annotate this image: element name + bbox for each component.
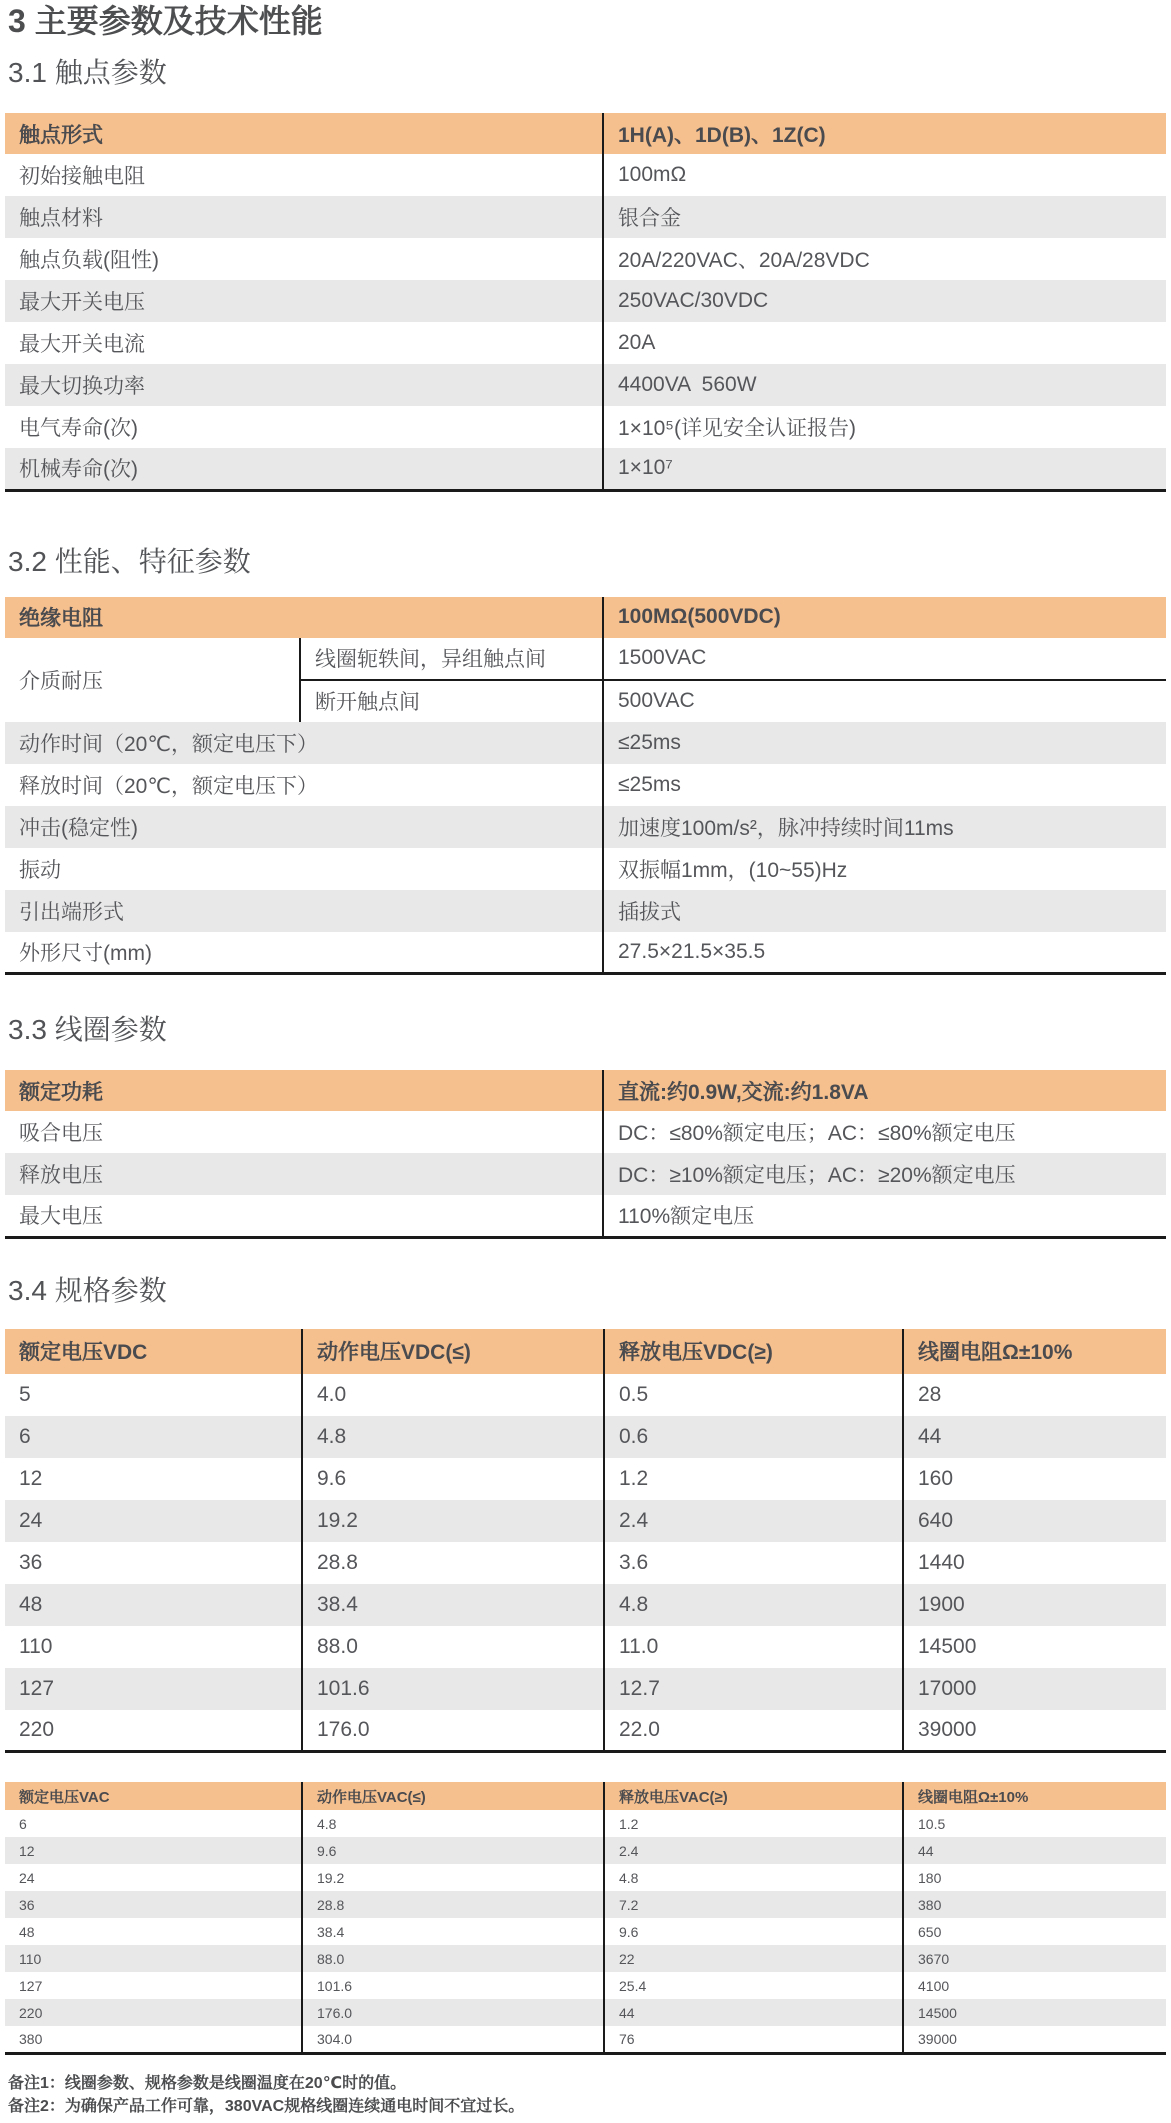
cell: 17000 (903, 1668, 1166, 1710)
header-value: 100MΩ(500VDC) (603, 597, 1166, 638)
cell: 3.6 (604, 1542, 903, 1584)
row-value: 1×10⁵(详见安全认证报告) (603, 406, 1166, 448)
cell: 88.0 (302, 1945, 604, 1972)
table-row (5, 1195, 1166, 1237)
table-row (5, 406, 1166, 448)
row-value: 双振幅1mm，(10~55)Hz (603, 848, 1166, 890)
table-row (5, 1864, 1166, 1891)
row-sublabel: 线圈轭轶间，异组触点间 (300, 638, 603, 680)
cell: 48 (5, 1584, 302, 1626)
table-row (5, 238, 1166, 280)
table-row (5, 1710, 1166, 1752)
table-row (5, 322, 1166, 364)
cell: 39000 (903, 1710, 1166, 1752)
section-heading-3-3: 3.3 线圈参数 (8, 1014, 167, 1045)
row-label: 触点材料 (5, 196, 603, 238)
row-label: 最大切换功率 (5, 364, 603, 406)
table-header-row (5, 1329, 1166, 1374)
row-label: 最大开关电压 (5, 280, 603, 322)
cell: 19.2 (302, 1864, 604, 1891)
table-row (5, 848, 1166, 890)
cell: 2.4 (604, 1500, 903, 1542)
cell: 28 (903, 1374, 1166, 1416)
column-header: 额定电压VAC (5, 1782, 302, 1810)
table-row (5, 1945, 1166, 1972)
row-label: 释放电压 (5, 1153, 603, 1195)
section-heading-3-2: 3.2 性能、特征参数 (8, 545, 251, 577)
cell: 12 (5, 1837, 302, 1864)
cell: 38.4 (302, 1584, 604, 1626)
header-label: 触点形式 (5, 113, 603, 154)
table-row (5, 1668, 1166, 1710)
table-row (5, 1416, 1166, 1458)
cell: 180 (903, 1864, 1166, 1891)
table-row (5, 932, 1166, 974)
cell: 650 (903, 1918, 1166, 1945)
cell: 14500 (903, 1999, 1166, 2026)
table-row (5, 890, 1166, 932)
cell: 9.6 (302, 1837, 604, 1864)
row-value: DC：≥10%额定电压；AC：≥20%额定电压 (603, 1153, 1166, 1195)
row-value: 100mΩ (603, 154, 1166, 196)
row-label: 吸合电压 (5, 1111, 603, 1153)
row-label: 振动 (5, 848, 603, 890)
row-label-dielectric: 介质耐压 (5, 638, 300, 722)
cell: 110 (5, 1626, 302, 1668)
cell: 12.7 (604, 1668, 903, 1710)
cell: 127 (5, 1972, 302, 1999)
footnotes (5, 2072, 1166, 2118)
cell: 176.0 (302, 1710, 604, 1752)
table-row (5, 1584, 1166, 1626)
row-label: 引出端形式 (5, 890, 603, 932)
row-label: 机械寿命(次) (5, 448, 603, 490)
cell: 28.8 (302, 1542, 604, 1584)
cell: 44 (604, 1999, 903, 2026)
cell: 1440 (903, 1542, 1166, 1584)
row-value: ≤25ms (603, 764, 1166, 806)
cell: 36 (5, 1891, 302, 1918)
row-value: 插拔式 (603, 890, 1166, 932)
cell: 0.6 (604, 1416, 903, 1458)
cell: 4.0 (302, 1374, 604, 1416)
cell: 11.0 (604, 1626, 903, 1668)
cell: 380 (903, 1891, 1166, 1918)
table-row (5, 364, 1166, 406)
performance-parameters-table (5, 597, 1166, 976)
table-row (5, 1837, 1166, 1864)
table-row (5, 1111, 1166, 1153)
table-row (5, 1374, 1166, 1416)
table-row (5, 722, 1166, 764)
table-row (5, 1810, 1166, 1837)
table-row (5, 1542, 1166, 1584)
cell: 101.6 (302, 1668, 604, 1710)
cell: 6 (5, 1416, 302, 1458)
row-value: 20A/220VAC、20A/28VDC (603, 238, 1166, 280)
row-label: 外形尺寸(mm) (5, 932, 603, 974)
column-header: 线圈电阻Ω±10% (903, 1782, 1166, 1810)
header-label: 额定功耗 (5, 1070, 603, 1111)
cell: 4.8 (302, 1416, 604, 1458)
row-value: 加速度100m/s²，脉冲持续时间11ms (603, 806, 1166, 848)
row-label: 最大电压 (5, 1195, 603, 1237)
row-label: 触点负载(阻性) (5, 238, 603, 280)
table-row (5, 1626, 1166, 1668)
cell: 22.0 (604, 1710, 903, 1752)
table-header-row (5, 597, 1166, 638)
cell: 10.5 (903, 1810, 1166, 1837)
cell: 6 (5, 1810, 302, 1837)
row-value: 20A (603, 322, 1166, 364)
cell: 101.6 (302, 1972, 604, 1999)
cell: 19.2 (302, 1500, 604, 1542)
table-row (5, 154, 1166, 196)
table-row (5, 764, 1166, 806)
cell: 24 (5, 1500, 302, 1542)
cell: 3670 (903, 1945, 1166, 1972)
cell: 9.6 (302, 1458, 604, 1500)
cell: 88.0 (302, 1626, 604, 1668)
table-row (5, 448, 1166, 490)
cell: 25.4 (604, 1972, 903, 1999)
table-row (5, 1500, 1166, 1542)
cell: 176.0 (302, 1999, 604, 2026)
cell: 1900 (903, 1584, 1166, 1626)
header-label: 绝缘电阻 (5, 597, 603, 638)
cell: 48 (5, 1918, 302, 1945)
cell: 304.0 (302, 2026, 604, 2053)
row-value: ≤25ms (603, 722, 1166, 764)
column-header: 动作电压VDC(≤) (302, 1329, 604, 1374)
column-header: 释放电压VAC(≥) (604, 1782, 903, 1810)
table-row (5, 280, 1166, 322)
row-value: 27.5×21.5×35.5 (603, 932, 1166, 974)
footnote-2: 备注2：为确保产品工作可靠，380VAC规格线圈连续通电时间不宜过长。 (8, 2097, 525, 2115)
cell: 4.8 (302, 1810, 604, 1837)
cell: 44 (903, 1837, 1166, 1864)
cell: 160 (903, 1458, 1166, 1500)
cell: 9.6 (604, 1918, 903, 1945)
cell: 1.2 (604, 1458, 903, 1500)
table-row (5, 638, 1166, 680)
contact-parameters-table (5, 113, 1166, 492)
cell: 38.4 (302, 1918, 604, 1945)
row-value: 500VAC (603, 680, 1166, 722)
cell: 76 (604, 2026, 903, 2053)
cell: 4100 (903, 1972, 1166, 1999)
row-value: 银合金 (603, 196, 1166, 238)
row-label: 冲击(稳定性) (5, 806, 603, 848)
table-row (5, 1153, 1166, 1195)
table-row (5, 1918, 1166, 1945)
table-header-row (5, 1070, 1166, 1111)
column-header: 动作电压VAC(≤) (302, 1782, 604, 1810)
cell: 5 (5, 1374, 302, 1416)
cell: 7.2 (604, 1891, 903, 1918)
spec-table-vdc (5, 1329, 1166, 1754)
page-title: 3 主要参数及技术性能 (8, 3, 323, 39)
cell: 39000 (903, 2026, 1166, 2053)
table-row (5, 1972, 1166, 1999)
cell: 4.8 (604, 1584, 903, 1626)
row-label: 初始接触电阻 (5, 154, 603, 196)
table-header-row (5, 113, 1166, 154)
cell: 380 (5, 2026, 302, 2053)
column-header: 线圈电阻Ω±10% (903, 1329, 1166, 1374)
table-row (5, 1999, 1166, 2026)
table-row (5, 806, 1166, 848)
cell: 2.4 (604, 1837, 903, 1864)
table-row (5, 2026, 1166, 2053)
table-row (5, 1458, 1166, 1500)
cell: 127 (5, 1668, 302, 1710)
cell: 28.8 (302, 1891, 604, 1918)
row-label: 释放时间（20℃，额定电压下） (5, 764, 603, 806)
section-heading-3-1: 3.1 触点参数 (8, 57, 167, 88)
column-header: 额定电压VDC (5, 1329, 302, 1374)
cell: 0.5 (604, 1374, 903, 1416)
cell: 24 (5, 1864, 302, 1891)
cell: 220 (5, 1710, 302, 1752)
cell: 12 (5, 1458, 302, 1500)
cell: 36 (5, 1542, 302, 1584)
cell: 22 (604, 1945, 903, 1972)
cell: 14500 (903, 1626, 1166, 1668)
cell: 1.2 (604, 1810, 903, 1837)
cell: 44 (903, 1416, 1166, 1458)
row-sublabel: 断开触点间 (300, 680, 603, 722)
header-value: 直流:约0.9W,交流:约1.8VA (603, 1070, 1166, 1111)
cell: 640 (903, 1500, 1166, 1542)
coil-parameters-table (5, 1070, 1166, 1239)
section-heading-3-4: 3.4 规格参数 (8, 1274, 167, 1306)
table-header-row (5, 1782, 1166, 1810)
row-label: 动作时间（20℃，额定电压下） (5, 722, 603, 764)
row-value: 4400VA 560W (603, 364, 1166, 406)
row-value: 250VAC/30VDC (603, 280, 1166, 322)
row-label: 最大开关电流 (5, 322, 603, 364)
row-label: 电气寿命(次) (5, 406, 603, 448)
column-header: 释放电压VDC(≥) (604, 1329, 903, 1374)
cell: 110 (5, 1945, 302, 1972)
header-value: 1H(A)、1D(B)、1Z(C) (603, 113, 1166, 154)
footnote-1: 备注1：线圈参数、规格参数是线圈温度在20℃时的值。 (8, 2074, 407, 2092)
row-value: 1500VAC (603, 638, 1166, 680)
row-value: 1×10⁷ (603, 448, 1166, 490)
cell: 4.8 (604, 1864, 903, 1891)
row-value: 110%额定电压 (603, 1195, 1166, 1237)
cell: 220 (5, 1999, 302, 2026)
table-row (5, 1891, 1166, 1918)
row-value: DC：≤80%额定电压；AC：≤80%额定电压 (603, 1111, 1166, 1153)
table-row (5, 196, 1166, 238)
spec-table-vac (5, 1782, 1166, 2055)
